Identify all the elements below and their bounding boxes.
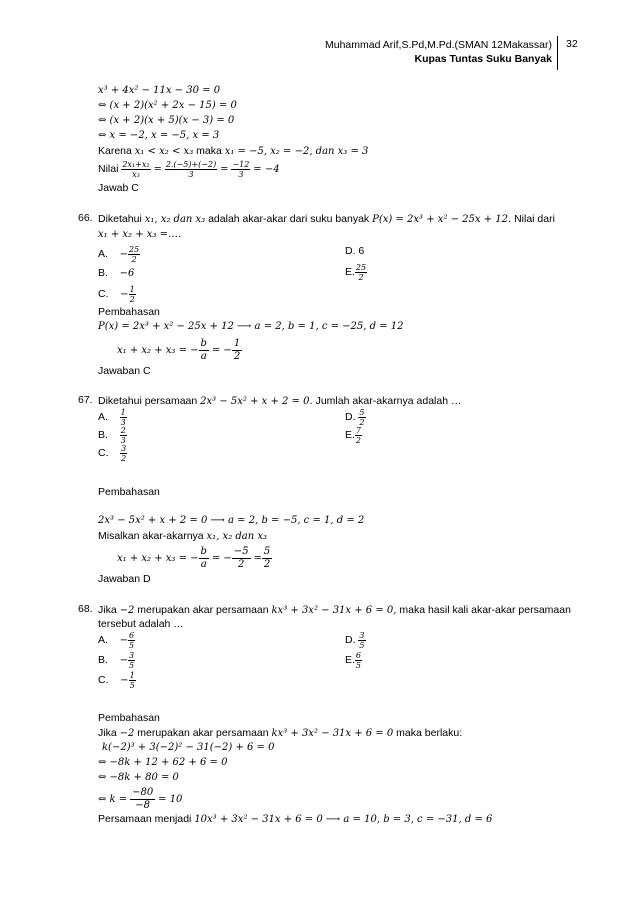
- option-c: C. − $\frac{1}{5}$: [98, 670, 135, 690]
- option-d: D. $\frac{3}{5}$: [345, 630, 365, 650]
- math-line: ⇔ x = −2, x = −5, x = 3: [98, 130, 220, 141]
- math-line: ⇔ (x + 2)(x + 5)(x − 3) = 0: [98, 115, 235, 126]
- question-text: Diketahui x₁, x₂ dan x₃ adalah akar-akar dari suku banyak P(x) = 2x³ + x² − 25x + 12. Nilai dari: [98, 213, 555, 225]
- option-c: C. − $\frac{1}{2}$: [98, 284, 135, 304]
- text-line: Jika −2 merupakan akar persamaan kx³ + 3x² − 31x + 6 = 0 maka berlaku:: [98, 727, 463, 739]
- math-line: k(−2)³ + 3(−2)² − 31(−2) + 6 = 0: [102, 742, 275, 753]
- answer-line: Jawaban C: [98, 365, 151, 377]
- option-e: E. $\frac{7}{2}$: [345, 425, 362, 445]
- math-line: ⇔ −8k + 80 = 0: [98, 772, 179, 783]
- question-number: 66.: [78, 212, 93, 224]
- math-line: x³ + 4x² − 11x − 30 = 0: [98, 85, 221, 96]
- page-number: 32: [566, 38, 578, 50]
- option-b: B. $\frac{2}{3}$: [98, 425, 126, 445]
- section-label: Pembahasan: [98, 712, 160, 724]
- text-line: Misalkan akar-akarnya x₁, x₂ dan x₃: [98, 530, 268, 542]
- option-e: E. $\frac{25}{2}$: [345, 262, 367, 282]
- section-label: Pembahasan: [98, 306, 160, 318]
- option-b: B. − $\frac{3}{5}$: [98, 650, 135, 670]
- question-text: Diketahui persamaan 2x³ − 5x² + x + 2 = 0. Jumlah akar-akarnya adalah …: [98, 395, 462, 407]
- header-subtitle: Kupas Tuntas Suku Banyak: [414, 53, 552, 65]
- fraction: $\frac{\text{2x₁+x₂}}{\text{x₃}}$: [122, 159, 150, 179]
- math-line: ⇔ (x + 2)(x² + 2x − 15) = 0: [98, 100, 237, 111]
- option-a: A. $\frac{1}{3}$: [98, 407, 126, 427]
- math-line: x₁ + x₂ + x₃ = − $\frac{b}{a}$ = − $\frac{1}{2}$: [117, 337, 241, 362]
- question-text: x₁ + x₂ + x₃ =….: [98, 229, 182, 240]
- header-author: Muhammad Arif,S.Pd,M.Pd.(SMAN 12Makassar): [325, 39, 552, 51]
- question-number: 67.: [78, 394, 93, 406]
- option-b: B. −6: [98, 267, 135, 279]
- option-d: D. $\frac{5}{2}$: [345, 407, 365, 427]
- math-line: ⇔ k = $\frac{-80}{-8}$ = 10: [98, 786, 183, 811]
- section-label: Pembahasan: [98, 486, 160, 498]
- option-a: A. − $\frac{6}{5}$: [98, 630, 135, 650]
- answer-line: Jawab C: [98, 182, 139, 194]
- option-a: A. − $\frac{25}{2}$: [98, 244, 140, 264]
- text-line: Karena x₁ < x₂ < x₃ maka x₁ = −5, x₂ = −2, dan x₃ = 3: [98, 145, 369, 157]
- option-d: D. 6: [345, 245, 365, 257]
- math-line: x₁ + x₂ + x₃ = − $\frac{b}{a}$ = − $\frac{-5}{2}$ = $\frac{5}{2}$: [117, 545, 271, 570]
- question-text: Jika −2 merupakan akar persamaan kx³ + 3x² − 31x + 6 = 0, maka hasil kali akar-akar persamaan: [98, 604, 571, 616]
- answer-line: Jawaban D: [98, 573, 151, 585]
- option-e: E. $\frac{6}{5}$: [345, 650, 362, 670]
- question-number: 68.: [78, 603, 93, 615]
- math-line: 2x³ − 5x² + x + 2 = 0 ⟶ a = 2, b = −5, c = 1, d = 2: [98, 515, 365, 526]
- text-line: Nilai $\frac{\text{2x₁+x₂}}{\text{x₃}}$ = $\frac{2.(-5)+(-2)}{3}$ = $\frac{-12}{3}$ = −4: [98, 159, 280, 179]
- math-line: P(x) = 2x³ + x² − 25x + 12 ⟶ a = 2, b = 1, c = −25, d = 12: [98, 321, 404, 332]
- text-line: Persamaan menjadi 10x³ + 3x² − 31x + 6 = 0 ⟶ a = 10, b = 3, c = −31, d = 6: [98, 813, 493, 825]
- math-line: ⇔ −8k + 12 + 62 + 6 = 0: [98, 757, 228, 768]
- question-text: tersebut adalah …: [98, 618, 184, 630]
- fraction: $\frac{-12}{3}$: [232, 159, 250, 179]
- fraction: $\frac{2.(-5)+(-2)}{3}$: [165, 159, 217, 179]
- header-divider: [557, 36, 558, 70]
- option-c: C. $\frac{3}{2}$: [98, 443, 127, 463]
